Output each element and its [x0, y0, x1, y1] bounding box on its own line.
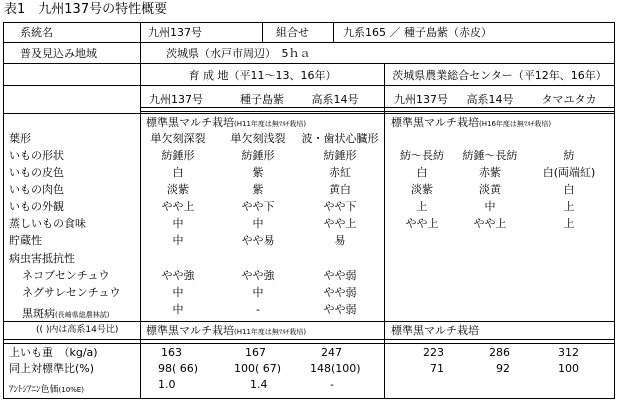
trait-label: 葉形: [9, 132, 31, 145]
trait-value: 白: [172, 166, 184, 179]
table-right-border: [614, 22, 615, 399]
trait-value: やや易: [241, 234, 275, 247]
trait-value: 単欠刻深裂: [150, 132, 206, 145]
cultivation-condition: 標準黒マルチ栽培(H11年度は無ﾏﾙﾁ栽培): [146, 324, 307, 337]
trait-value: やや弱: [323, 286, 357, 299]
variety-header: タマユタカ: [541, 93, 597, 106]
trait-value: 赤紅: [329, 166, 351, 179]
yield-label: 上いも重 （kg/a): [9, 346, 98, 359]
trait-value: 淡黄: [479, 183, 501, 196]
trait-value: 紡錘形: [323, 149, 357, 162]
yield-value: 286: [489, 346, 510, 359]
yield-ratio-value: 92: [496, 362, 510, 375]
ratio-note: (( )内は高系14号比): [36, 325, 119, 335]
row-divider: [3, 321, 615, 322]
trait-value: やや弱: [323, 269, 357, 282]
yield-ratio-label: 同上対標準比(%): [9, 362, 95, 375]
trait-value: やや下: [323, 200, 357, 213]
trait-label: 貯蔵性: [9, 234, 42, 247]
trait-value: 黄白: [329, 183, 351, 196]
trait-value: 淡紫: [167, 183, 189, 196]
trait-value: 中: [484, 200, 496, 213]
variety-header: 九州137号: [149, 93, 203, 106]
trait-value: 淡紫: [411, 183, 433, 196]
column-divider: [262, 22, 263, 42]
trait-value: 紫: [252, 166, 264, 179]
anthocyanin-value: 1.0: [158, 378, 176, 391]
row-divider: [3, 113, 615, 114]
cross-label: 組合せ: [276, 26, 309, 39]
anthocyanin-label: ｱﾝﾄｼｱﾆﾝ色価(10%E): [9, 385, 84, 395]
trait-value: 中: [172, 286, 184, 299]
trait-value: 紡錘形: [161, 149, 195, 162]
variety-header: 高系14号: [311, 93, 359, 106]
trait-value: やや上: [323, 217, 357, 230]
row-divider: [3, 42, 615, 43]
column-divider: [384, 63, 385, 399]
yield-value: 167: [245, 346, 266, 359]
trait-value: やや下: [241, 200, 275, 213]
table-left-border: [3, 22, 4, 399]
table-bottom-border: [3, 398, 615, 399]
trait-label: ネグサレセンチュウ: [22, 286, 121, 299]
lineage-value: 九州137号: [148, 26, 202, 39]
cultivation-condition: 標準黒マルチ栽培(H11年度は無ﾏﾙﾁ栽培): [146, 116, 307, 129]
trait-value: やや弱: [323, 303, 357, 316]
trait-value: 中: [252, 286, 264, 299]
yield-ratio-value: 100: [558, 362, 579, 375]
row-divider: [3, 63, 615, 64]
variety-header: 九州137号: [394, 93, 448, 106]
yield-ratio-value: 148(100): [310, 362, 361, 375]
trait-value: 紡錘～長紡: [462, 149, 518, 162]
trait-label: いもの肉色: [9, 183, 64, 196]
yield-value: 223: [423, 346, 444, 359]
trait-value: やや上: [161, 200, 195, 213]
yield-value: 312: [558, 346, 579, 359]
trait-label: いもの外観: [9, 200, 64, 213]
cultivation-condition: 標準黒マルチ栽培(H16年度は無ﾏﾙﾁ栽培): [391, 116, 552, 129]
trait-value: 紡～長紡: [400, 149, 444, 162]
trait-value: 上: [563, 200, 575, 213]
trait-value: やや上: [473, 217, 507, 230]
trait-value: 中: [172, 234, 184, 247]
trait-value: 中: [172, 217, 184, 230]
table-top-border: [3, 22, 615, 23]
site1-header: 育 成 地（平11～13、16年）: [188, 69, 337, 82]
cultivation-condition: 標準黒マルチ栽培: [391, 324, 479, 337]
trait-value: 易: [334, 234, 346, 247]
section-double-rule: [3, 339, 615, 344]
cross-value: 九系165 ／ 種子島紫（赤皮）: [343, 26, 492, 39]
trait-value: やや強: [161, 269, 195, 282]
region-value: 茨城県（水戸市周辺） 5ｈａ: [166, 47, 311, 60]
trait-value: やや上: [405, 217, 439, 230]
trait-label: いもの形状: [9, 149, 64, 162]
trait-label: いもの皮色: [9, 166, 64, 179]
variety-header: 種子島紫: [240, 93, 284, 106]
trait-value: 赤紫: [479, 166, 501, 179]
lineage-label: 系統名: [20, 26, 53, 39]
trait-value: 単欠刻浅裂: [230, 132, 286, 145]
yield-value: 247: [321, 346, 342, 359]
variety-header: 高系14号: [466, 93, 514, 106]
trait-value: 紡: [563, 149, 575, 162]
site2-header: 茨城県農業総合センター（平12年、16年）: [392, 69, 607, 82]
row-divider: [3, 85, 615, 86]
trait-value: -: [256, 303, 260, 316]
region-label: 普及見込み地域: [20, 47, 97, 60]
yield-ratio-value: 71: [430, 362, 444, 375]
trait-value: やや強: [241, 269, 275, 282]
anthocyanin-value: -: [330, 378, 334, 391]
trait-label: 蒸しいもの食味: [9, 217, 86, 230]
yield-ratio-value: 100( 67): [234, 362, 282, 375]
trait-value: 白: [416, 166, 428, 179]
anthocyanin-value: 1.4: [250, 378, 268, 391]
trait-value: 紫: [252, 183, 264, 196]
yield-ratio-value: 98( 66): [158, 362, 199, 375]
trait-label: 病虫害抵抗性: [9, 252, 75, 265]
trait-value: 中: [252, 217, 264, 230]
trait-value: 白(両端紅): [542, 166, 596, 179]
trait-value: 中: [172, 303, 184, 316]
trait-value: 上: [563, 217, 575, 230]
table-title: 表1 九州137号の特性概要: [4, 2, 168, 17]
trait-label: 黒斑病(長崎県総農林試): [22, 307, 110, 320]
trait-value: 紡錘形: [241, 149, 275, 162]
header-double-rule: [140, 107, 615, 112]
trait-label: ネコブセンチュウ: [22, 269, 110, 282]
trait-value: 白: [563, 183, 575, 196]
trait-value: 波・歯状心臓形: [301, 132, 379, 145]
column-divider: [333, 22, 334, 42]
trait-value: 上: [416, 200, 428, 213]
yield-value: 163: [161, 346, 182, 359]
